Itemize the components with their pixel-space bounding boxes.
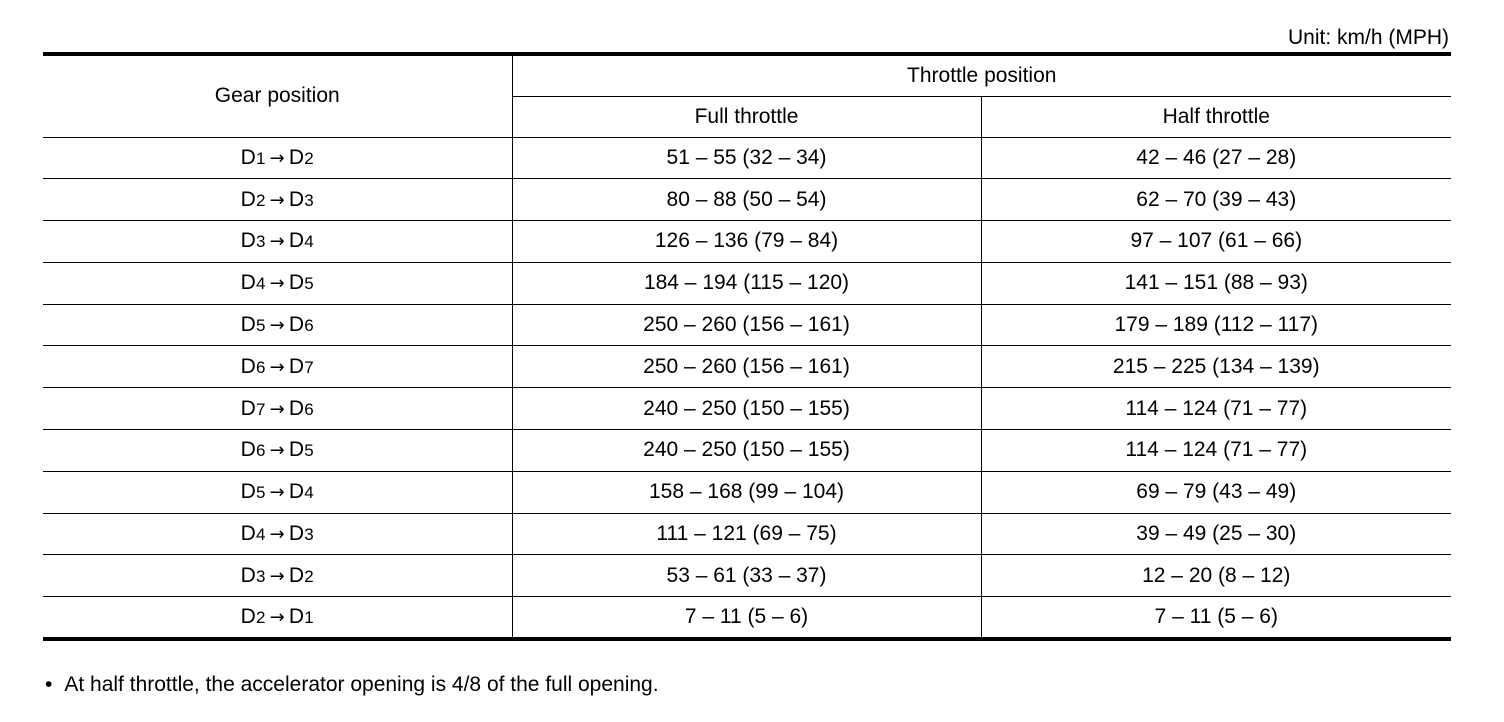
gear-shift-cell <box>43 221 512 263</box>
arrow-icon: → <box>269 565 285 587</box>
gear-to-number: 5 <box>304 441 314 461</box>
header-full-throttle: Full throttle <box>512 96 981 137</box>
shift-speed-table <box>43 52 1451 641</box>
gear-from-letter: D <box>240 438 256 462</box>
gear-from-letter: D <box>240 354 256 378</box>
gear-to-number: 5 <box>304 274 314 294</box>
gear-to-number: 2 <box>304 148 314 168</box>
gear-to-number: 4 <box>304 232 314 252</box>
gear-from-number: 2 <box>255 190 266 210</box>
gear-from-number: 5 <box>255 316 266 336</box>
gear-shift-cell <box>43 346 512 388</box>
gear-to-letter: D <box>288 480 305 504</box>
gear-to-number: 1 <box>304 607 314 627</box>
gear-from-letter: D <box>240 396 256 420</box>
gear-to-number: 7 <box>304 357 314 377</box>
full-throttle-value: 111 – 121 (69 – 75) <box>512 513 981 555</box>
gear-to-letter: D <box>288 563 305 587</box>
full-throttle-value: 7 – 11 (5 – 6) <box>512 597 981 639</box>
arrow-icon: → <box>269 524 285 546</box>
gear-from-number: 7 <box>255 399 266 419</box>
table-row <box>43 179 1451 221</box>
table-row <box>43 346 1451 388</box>
half-throttle-value: 179 – 189 (112 – 117) <box>981 304 1451 346</box>
half-throttle-value: 42 – 46 (27 – 28) <box>981 137 1451 179</box>
gear-to-letter: D <box>288 313 305 337</box>
gear-from-number: 5 <box>255 483 266 503</box>
footnote-text: At half throttle, the accelerator opening is 4/8 of the full opening. <box>64 673 659 696</box>
full-throttle-value: 250 – 260 (156 – 161) <box>512 346 981 388</box>
table-row <box>43 430 1451 472</box>
gear-from-number: 2 <box>255 607 266 627</box>
gear-shift-cell <box>43 597 512 639</box>
gear-from-letter: D <box>240 229 256 253</box>
full-throttle-value: 126 – 136 (79 – 84) <box>512 221 981 263</box>
full-throttle-value: 250 – 260 (156 – 161) <box>512 304 981 346</box>
table-row <box>43 304 1451 346</box>
half-throttle-value: 114 – 124 (71 – 77) <box>981 388 1451 430</box>
gear-shift-cell <box>43 430 512 472</box>
full-throttle-value: 51 – 55 (32 – 34) <box>512 137 981 179</box>
half-throttle-value: 39 – 49 (25 – 30) <box>981 513 1451 555</box>
gear-to-number: 3 <box>304 525 314 545</box>
header-half-throttle: Half throttle <box>981 96 1451 137</box>
gear-from-number: 3 <box>255 232 266 252</box>
arrow-icon: → <box>269 189 285 211</box>
arrow-icon: → <box>269 482 285 504</box>
gear-shift-cell <box>43 388 512 430</box>
full-throttle-value: 53 – 61 (33 – 37) <box>512 555 981 597</box>
table-row <box>43 597 1451 639</box>
gear-from-number: 3 <box>255 566 266 586</box>
gear-from-letter: D <box>240 187 256 211</box>
half-throttle-value: 215 – 225 (134 – 139) <box>981 346 1451 388</box>
gear-shift-cell <box>43 304 512 346</box>
gear-to-number: 4 <box>304 483 314 503</box>
gear-shift-cell <box>43 262 512 304</box>
gear-from-letter: D <box>240 563 256 587</box>
half-throttle-value: 7 – 11 (5 – 6) <box>981 597 1451 639</box>
gear-shift-cell <box>43 471 512 513</box>
gear-shift-cell <box>43 179 512 221</box>
arrow-icon: → <box>269 606 285 628</box>
header-throttle-position: Throttle position <box>512 54 1451 96</box>
gear-to-letter: D <box>288 396 305 420</box>
table-row <box>43 388 1451 430</box>
gear-from-letter: D <box>240 271 256 295</box>
gear-from-letter: D <box>240 604 256 628</box>
arrow-icon: → <box>269 273 285 295</box>
gear-to-letter: D <box>288 522 305 546</box>
table-row <box>43 513 1451 555</box>
half-throttle-value: 141 – 151 (88 – 93) <box>981 262 1451 304</box>
half-throttle-value: 97 – 107 (61 – 66) <box>981 221 1451 263</box>
arrow-icon: → <box>269 231 285 253</box>
arrow-icon: → <box>269 315 285 337</box>
arrow-icon: → <box>269 440 285 462</box>
table-row <box>43 221 1451 263</box>
gear-to-number: 2 <box>304 566 314 586</box>
table-row <box>43 555 1451 597</box>
gear-to-number: 6 <box>304 399 314 419</box>
gear-from-number: 6 <box>255 441 266 461</box>
gear-to-letter: D <box>288 187 305 211</box>
half-throttle-value: 69 – 79 (43 – 49) <box>981 471 1451 513</box>
gear-from-number: 4 <box>255 525 266 545</box>
gear-to-letter: D <box>288 229 305 253</box>
unit-label: Unit: km/h (MPH) <box>1287 26 1449 49</box>
full-throttle-value: 158 – 168 (99 – 104) <box>512 471 981 513</box>
table-row <box>43 262 1451 304</box>
gear-to-letter: D <box>288 604 305 628</box>
gear-to-number: 6 <box>304 316 314 336</box>
gear-shift-cell <box>43 555 512 597</box>
bullet-icon: • <box>45 673 53 696</box>
gear-to-letter: D <box>288 438 305 462</box>
half-throttle-value: 62 – 70 (39 – 43) <box>981 179 1451 221</box>
arrow-icon: → <box>269 147 285 169</box>
header-gear-position: Gear position <box>214 84 340 108</box>
gear-from-number: 1 <box>255 148 266 168</box>
gear-from-letter: D <box>240 313 256 337</box>
gear-from-number: 4 <box>255 274 266 294</box>
footnote <box>45 672 659 698</box>
gear-to-letter: D <box>288 145 305 169</box>
gear-from-number: 6 <box>255 357 266 377</box>
gear-from-letter: D <box>240 145 256 169</box>
full-throttle-value: 240 – 250 (150 – 155) <box>512 388 981 430</box>
gear-from-letter: D <box>240 522 256 546</box>
table-row <box>43 471 1451 513</box>
table-row <box>43 137 1451 179</box>
full-throttle-value: 184 – 194 (115 – 120) <box>512 262 981 304</box>
half-throttle-value: 114 – 124 (71 – 77) <box>981 430 1451 472</box>
arrow-icon: → <box>269 398 285 420</box>
gear-to-letter: D <box>288 354 305 378</box>
arrow-icon: → <box>269 356 285 378</box>
gear-to-number: 3 <box>304 190 314 210</box>
gear-to-letter: D <box>288 271 305 295</box>
half-throttle-value: 12 – 20 (8 – 12) <box>981 555 1451 597</box>
table-body <box>43 137 1451 639</box>
full-throttle-value: 80 – 88 (50 – 54) <box>512 179 981 221</box>
gear-from-letter: D <box>240 480 256 504</box>
gear-shift-cell <box>43 513 512 555</box>
full-throttle-value: 240 – 250 (150 – 155) <box>512 430 981 472</box>
gear-shift-cell <box>43 137 512 179</box>
